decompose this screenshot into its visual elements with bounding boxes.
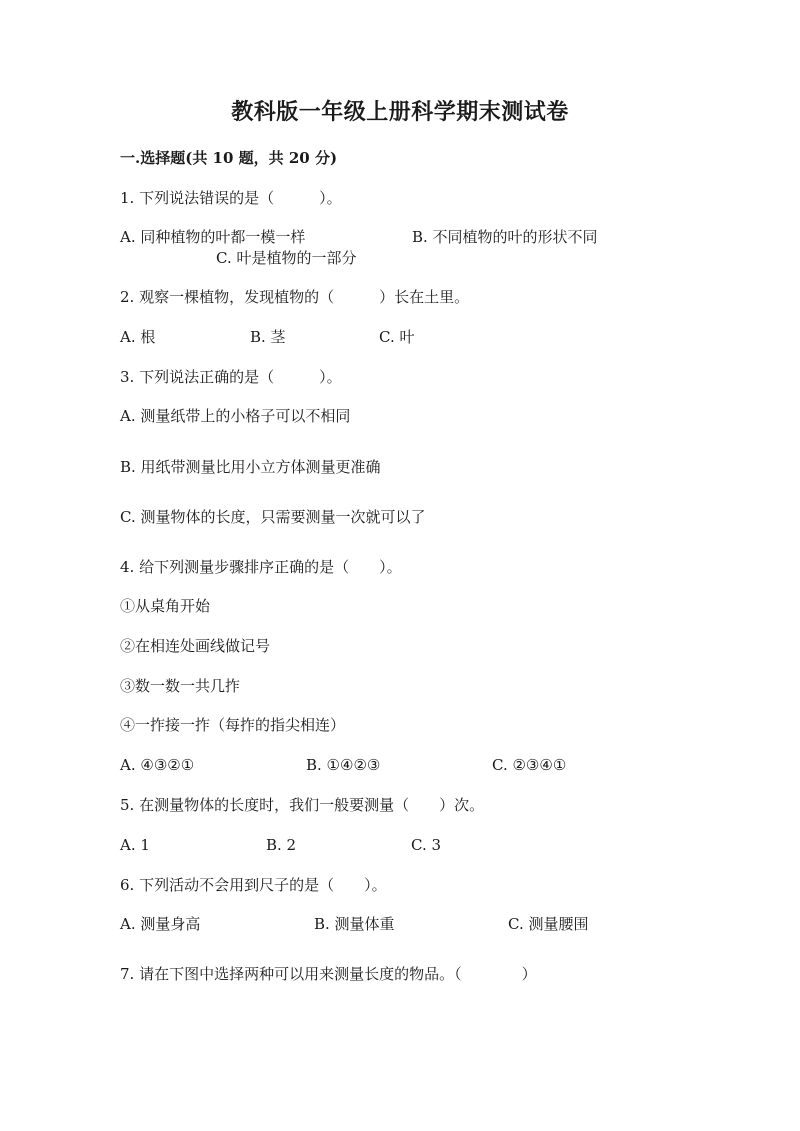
question-7-stem: 7. 请在下图中选择两种可以用来测量长度的物品。（ ） [120,965,537,983]
question-2-option-c: C. 叶 [379,328,415,346]
question-4-option-c: C. ②③④① [492,756,567,774]
question-6-option-c: C. 测量腰围 [508,915,589,933]
question-6-option-b: B. 测量体重 [314,915,395,933]
question-2-option-b: B. 茎 [250,328,286,346]
question-4-step-2: ②在相连处画线做记号 [120,637,271,655]
question-4-step-3: ③数一数一共几拃 [120,677,241,695]
question-3-option-c: C. 测量物体的长度，只需要测量一次就可以了 [120,508,426,526]
question-4-step-1: ①从桌角开始 [120,597,211,615]
question-1-option-b: B. 不同植物的叶的形状不同 [412,228,598,246]
exam-title: 教科版一年级上册科学期末测试卷 [231,99,569,125]
question-5-stem: 5. 在测量物体的长度时，我们一般要测量（ ）次。 [120,796,485,814]
question-4-step-4: ④一拃接一拃（每拃的指尖相连） [120,716,346,734]
question-3-option-b: B. 用纸带测量比用小立方体测量更准确 [120,458,381,476]
question-5-option-c: C. 3 [411,836,442,854]
question-4-option-b: B. ①④②③ [306,756,381,774]
question-5-option-a: A. 1 [120,836,150,854]
question-2-stem: 2. 观察一棵植物，发现植物的（ ）长在土里。 [120,288,470,306]
question-5-option-b: B. 2 [266,836,297,854]
question-4-stem: 4. 给下列测量步骤排序正确的是（ ）。 [120,558,402,576]
question-1-option-c: C. 叶是植物的一部分 [216,249,357,267]
question-1-stem: 1. 下列说法错误的是（ ）。 [120,189,342,207]
question-3-stem: 3. 下列说法正确的是（ ）。 [120,368,342,386]
section-heading: 一.选择题(共 10 题，共 20 分) [120,149,338,167]
question-6-stem: 6. 下列活动不会用到尺子的是（ ）。 [120,876,387,894]
question-6-option-a: A. 测量身高 [120,915,201,933]
question-1-option-a: A. 同种植物的叶都一模一样 [120,228,306,246]
question-2-option-a: A. 根 [120,328,156,346]
question-4-option-a: A. ④③②① [120,756,195,774]
question-3-option-a: A. 测量纸带上的小格子可以不相同 [120,407,351,425]
